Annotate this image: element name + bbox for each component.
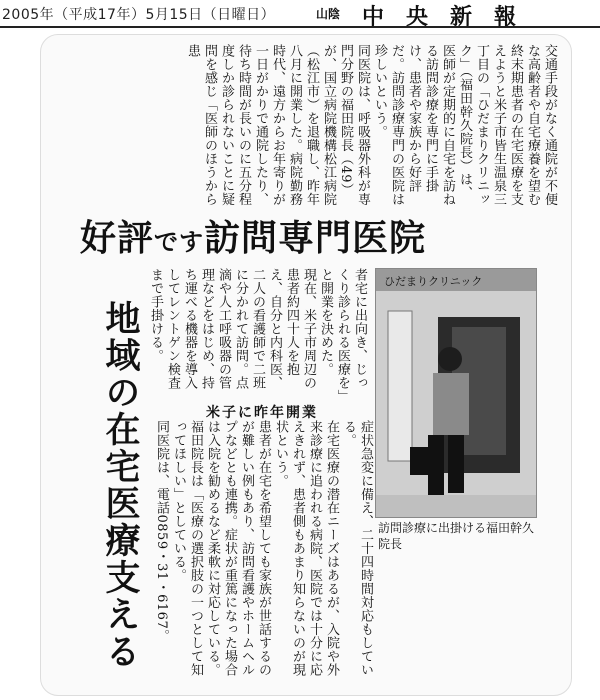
clinic-photo [375,268,537,518]
article-body-bottom: 症状急変に備え、二十四時間対応もしている。 在宅医療の潜在ニーズはあるが、入院や外来診療に追われる病院、医院では十分に応えきれず、患者側もあまり知らないのが現状という。 患者が在宅を希望しても家族が世話するのが難しい例もあり、訪問看護やホームヘルプなどとも連携。症状が重篤になった場合は入院を勧めるなど柔軟に対応している。 福田院長は「医療の選択肢の一つとして知ってほしい」としている。 同医院は、電話0859・31・6167。 [154,420,373,677]
newspaper-name: 中央新報 [362,4,539,30]
article-body-top: 交通手段がなく通院が不便な高齢者や自宅療養を望む終末期患者の在宅医療を支えようと米子市皆生温泉三丁目の「ひだまりクリニック」（福田幹久院長）は、医師が定期的に自宅を訪ねる訪問診療を専門に手掛け、患者や家族から好評だ。訪問診療専門の医院は珍しいという。 同医院は、呼吸器外科が専門分野の福田院長（49）が、国立病院機構松江病院（松江市）を退職し、昨年八月に開業した。病院勤務時代、遠方からお年寄りが一日がかりで通院したり、待ち時間が長いのに五分程度しか診られないことに疑問を感じ「医師のほうから患 [185,44,557,206]
headline-rest: 訪問専門医院 [204,218,427,259]
clinic-photo-drawing [376,269,536,517]
subheadline: 地域の在宅医療支える [100,300,141,670]
masthead [0,0,600,28]
publication-date: 2005年（平成17年）5月15日（日曜日） [2,7,276,23]
section-label: 米子に昨年開業 [206,405,318,421]
headline [80,210,540,262]
region-label: 山陰 [316,7,341,21]
headline-main: 好評 [80,218,155,259]
headline-small: です [154,228,205,256]
photo-caption: 訪問診療に出掛ける福田幹久院長 [378,521,535,551]
clinic-sign-text: ひだまりクリニック [384,275,483,288]
article-body-middle: 者宅に出向き、じっくり診られる医療を」と開業を決めた。 現在、米子市周辺の患者約四十人を抱え、自分と内科医、二人の看護師で二班に分かれて訪問。点滴や人工呼吸器の管理などをはじめ、持ち運べる機器を導入してレントゲン検査まで手掛ける。 [148,268,367,397]
